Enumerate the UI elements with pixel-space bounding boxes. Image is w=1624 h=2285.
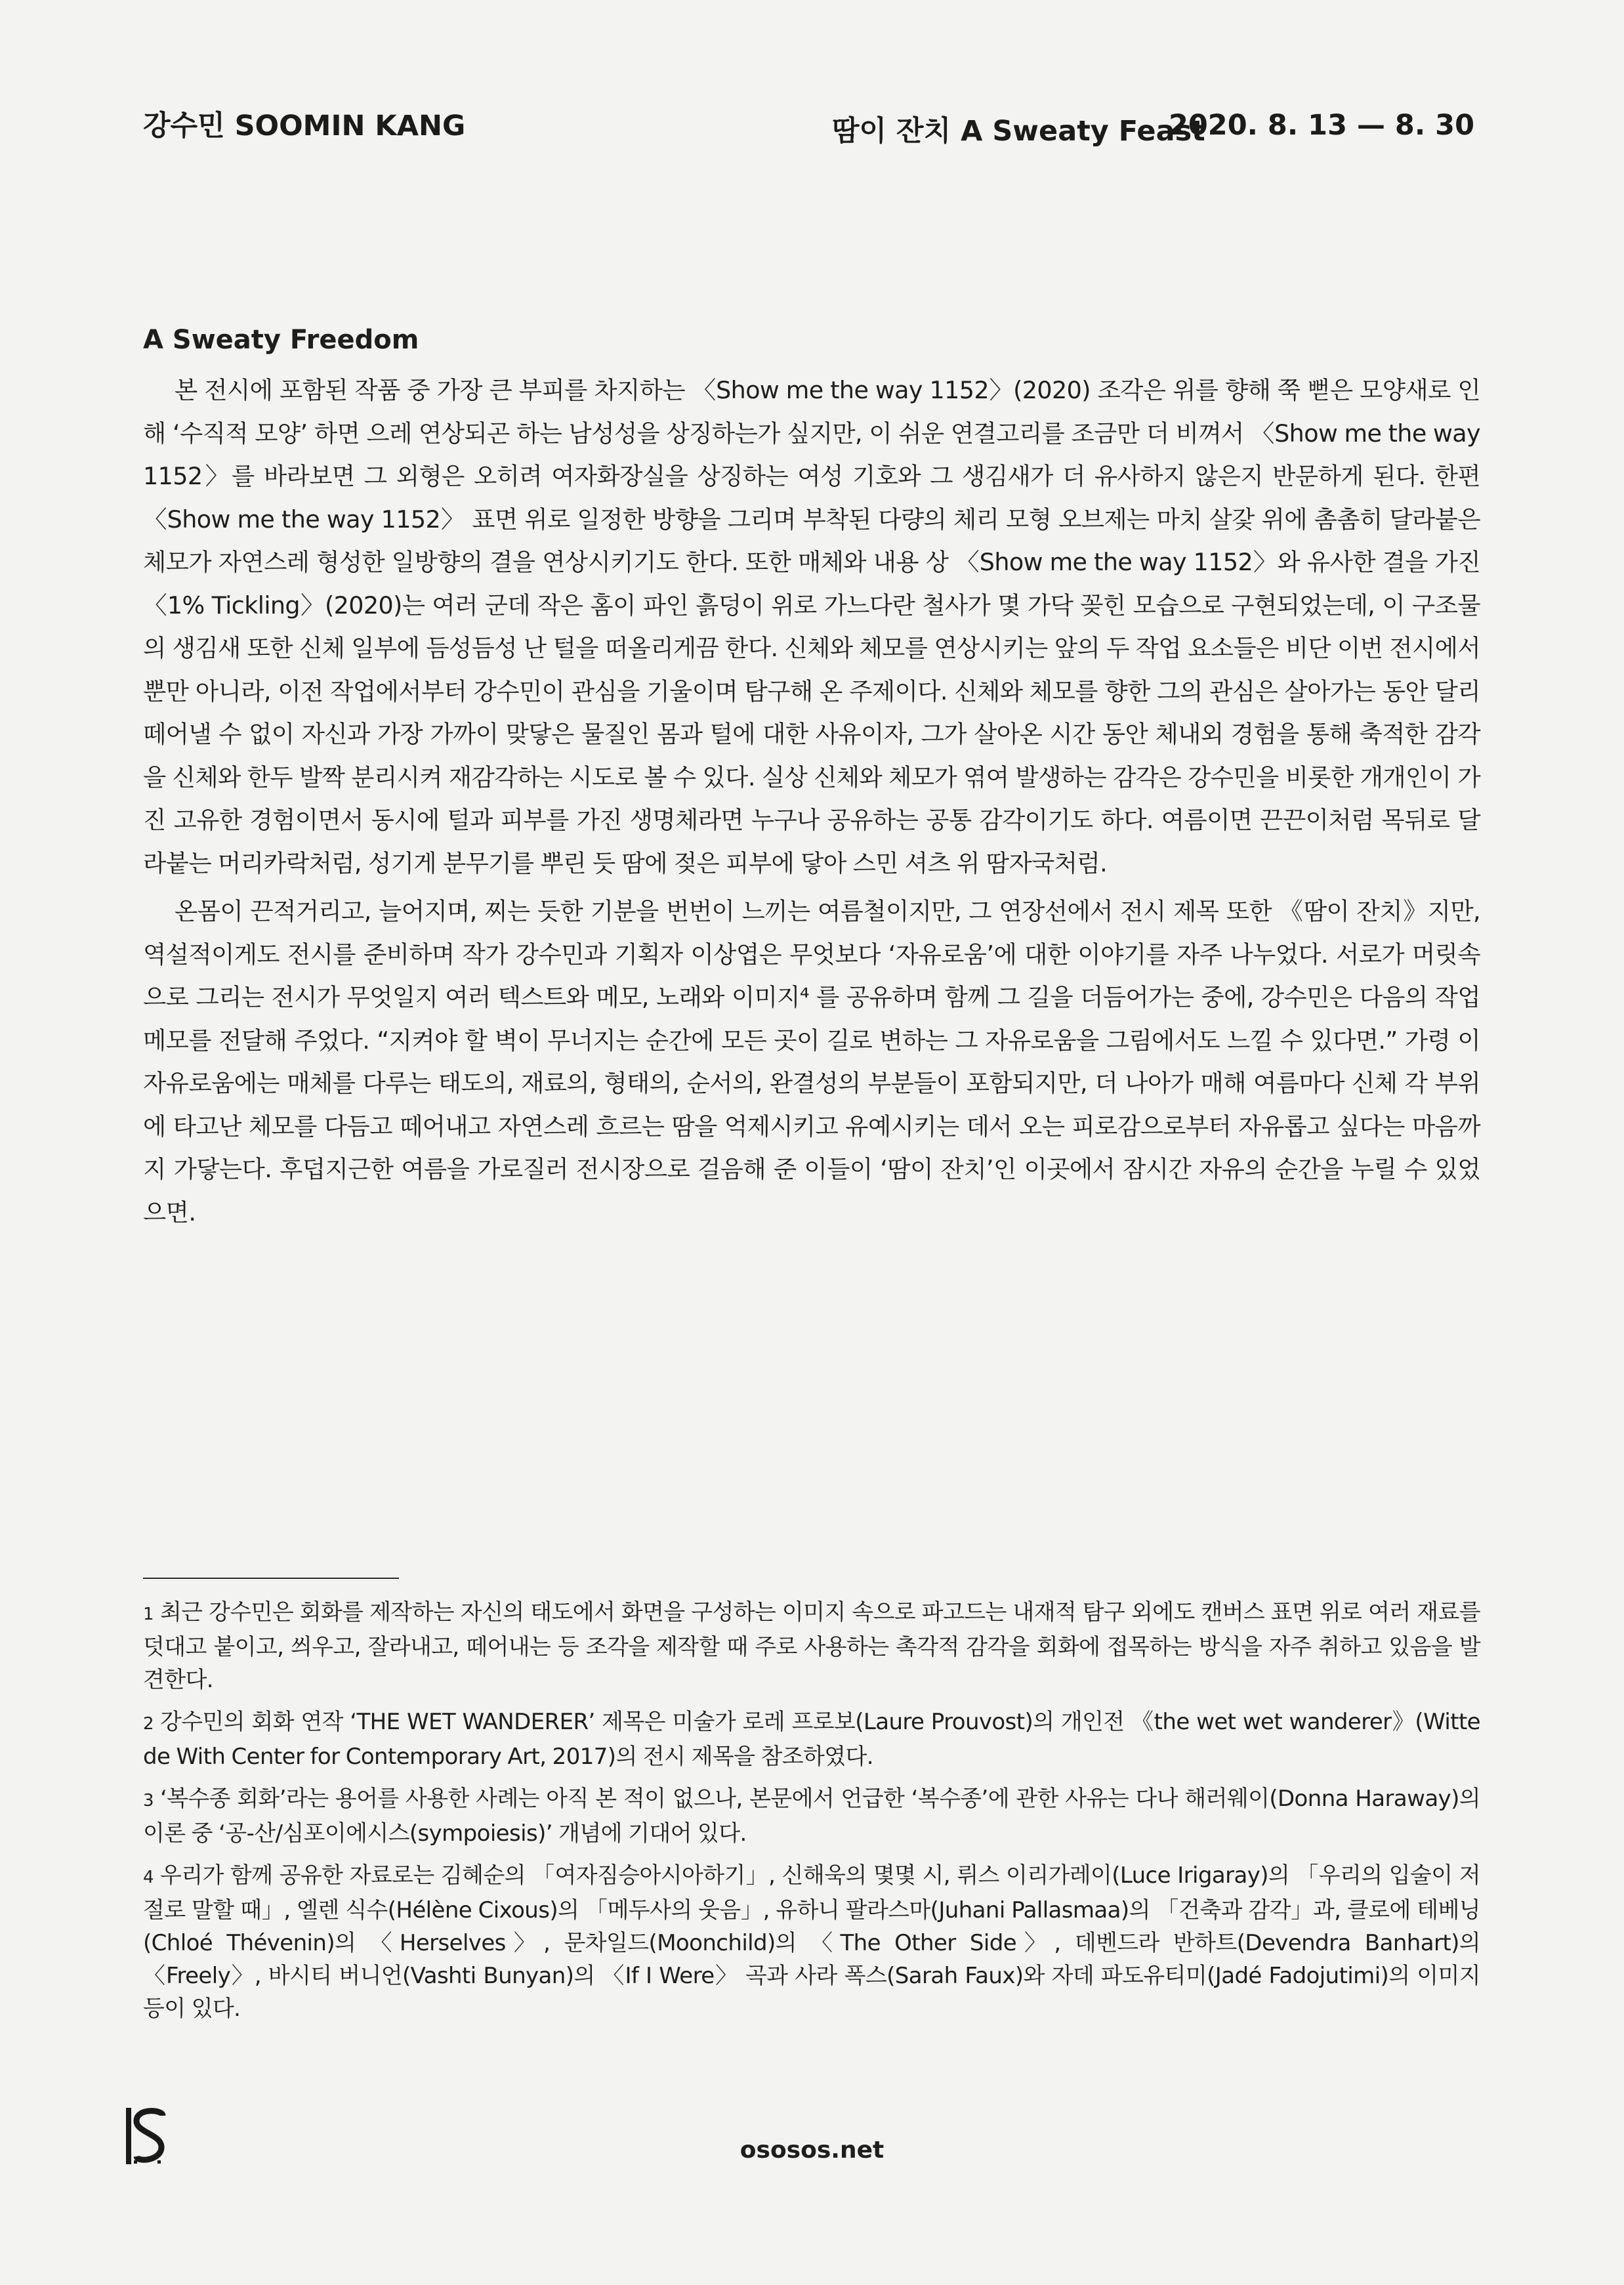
footnote-text: 최근 강수민은 회화를 제작하는 자신의 태도에서 화면을 구성하는 이미지 속으로 파고드는 내재적 탐구 외에도 캔버스 표면 위로 여러 재료를 덧대고 붙이고, 씌우고, 잘라내고, 떼어내는 등 조각을 제작할 때 주로 사용하는 촉각적 감각을 회화에 접목하는 방식을 자주 취하고 있음을 발견한다. xyxy=(143,1599,1480,1693)
footnotes xyxy=(143,1596,1480,2034)
footnote xyxy=(143,1706,1480,1773)
footnote-text: ‘복수종 회화’라는 용어를 사용한 사례는 아직 본 적이 없으나, 본문에서 언급한 ‘복수종’에 관한 사유는 다나 해러웨이(Donna Haraway)의 이론 중 ‘공-산/심포이에시스(sympoiesis)’ 개념에 기대어 있다. xyxy=(143,1786,1480,1847)
artist-name: 강수민 SOOMIN KANG xyxy=(143,110,466,142)
footnote xyxy=(143,1596,1480,1696)
footnote xyxy=(143,1859,1480,2025)
exhibition-title: 땀이 잔치 A Sweaty Feast xyxy=(832,115,1205,148)
paragraph: 본 전시에 포함된 작품 중 가장 큰 부피를 차지하는 〈Show me the way 1152〉(2020) 조각은 위를 향해 쭉 뻗은 모양새로 인해 ‘수직적 모양’ 하면 으레 연상되곤 하는 남성성을 상징하는가 싶지만, 이 쉬운 연결고리를 조금만 더 비껴서 〈Show me the way 1152〉를 바라보면 그 외형은 오히려 여자화장실을 상징하는 여성 기호와 그 생김새가 더 유사하지 않은지 반문하게 된다. 한편 〈Show me the way 1152〉 표면 위로 일정한 방향을 그리며 부착된 다량의 체리 모형 오브제는 마치 살갗 위에 촘촘히 달라붙은 체모가 자연스레 형성한 일방향의 결을 연상시키기도 한다. 또한 매체와 내용 상 〈Show me the way 1152〉와 유사한 결을 가진 〈1% Tickling〉(2020)는 여러 군데 작은 홈이 파인 흙덩이 위로 가느다란 철사가 몇 가닥 꽂힌 모습으로 구현되었는데, 이 구조물의 생김새 또한 신체 일부에 듬성듬성 난 털을 떠올리게끔 한다. 신체와 체모를 연상시키는 앞의 두 작업 요소들은 비단 이번 전시에서뿐만 아니라, 이전 작업에서부터 강수민이 관심을 기울이며 탐구해 온 주제이다. 신체와 체모를 향한 그의 관심은 살아가는 동안 달리 떼어낼 수 없이 자신과 가장 가까이 맞닿은 물질인 몸과 털에 대한 사유이자, 그가 살아온 시간 동안 체내외 경험을 통해 축적한 감각을 신체와 한두 발짝 분리시켜 재감각하는 시도로 볼 수 있다. 실상 신체와 체모가 엮여 발생하는 감각은 강수민을 비롯한 개개인이 가진 고유한 경험이면서 동시에 털과 피부를 가진 생명체라면 누구나 공유하는 공통 감각이기도 하다. 여름이면 끈끈이처럼 목뒤로 달라붙는 머리카락처럼, 성기게 분무기를 뿌린 듯 땀에 젖은 피부에 닿아 스민 셔츠 위 땀자국처럼. xyxy=(143,376,1480,877)
footnote-number: 2 xyxy=(143,1714,154,1734)
page-header xyxy=(143,97,1474,150)
footnote-number: 3 xyxy=(143,1791,154,1811)
footnote-divider xyxy=(143,1578,399,1579)
article-body xyxy=(143,320,1480,1239)
exhibition-dates: 2020. 8. 13 — 8. 30 xyxy=(1168,109,1474,142)
footnote-text: 우리가 함께 공유한 자료로는 김혜순의 「여자짐승아시아하기」, 신해욱의 몇몇 시, 뤼스 이리가레이(Luce Irigaray)의 「우리의 입술이 저절로 말할 때」, 엘렌 식수(Hélène Cixous)의 「메두사의 웃음」, 유하니 팔라스마(Juhani Pallasmaa)의 「건축과 감각」과, 클로에 테베닝(Chloé Thévenin)의 〈Herselves〉, 문차일드(Moonchild)의 〈The Other Side〉, 데벤드라 반하트(Devendra Banhart)의 〈Freely〉, 바시티 버니언(Vashti Bunyan)의 〈If I Were〉 곡과 사라 폭스(Sarah Faux)와 자데 파도유티미(Jadé Fadojutimi)의 이미지 등이 있다. xyxy=(143,1862,1480,2022)
paragraph: 온몸이 끈적거리고, 늘어지며, 찌는 듯한 기분을 번번이 느끼는 여름철이지만, 그 연장선에서 전시 제목 또한 《땀이 잔치》지만, 역설적이게도 전시를 준비하며 작가 강수민과 기획자 이상엽은 무엇보다 ‘자유로움’에 대한 이야기를 자주 나누었다. 서로가 머릿속으로 그리는 전시가 무엇일지 여러 텍스트와 메모, 노래와 이미지⁴ 를 공유하며 함께 그 길을 더듬어가는 중에, 강수민은 다음의 작업 메모를 전달해 주었다. “지켜야 할 벽이 무너지는 순간에 모든 곳이 길로 변하는 그 자유로움을 그림에서도 느낄 수 있다면.” 가령 이 자유로움에는 매체를 다루는 태도의, 재료의, 형태의, 순서의, 완결성의 부분들이 포함되지만, 더 나아가 매해 여름마다 신체 각 부위에 타고난 체모를 다듬고 떼어내고 자연스레 흐르는 땀을 억제시키고 유예시키는 데서 오는 피로감으로부터 자유롭고 싶다는 마음까지 가닿는다. 후덥지근한 여름을 가로질러 전시장으로 걸음해 준 이들이 ‘땀이 잔치’인 이곳에서 잠시간 자유의 순간을 누릴 수 있었으면. xyxy=(143,897,1480,1226)
article-title: A Sweaty Freedom xyxy=(143,325,419,355)
footnote-number: 4 xyxy=(143,1868,154,1887)
footnote xyxy=(143,1782,1480,1850)
site-url: ososos.net xyxy=(739,2137,885,2164)
footnote-text: 강수민의 회화 연작 ‘THE WET WANDERER’ 제목은 미술가 로레 프로보(Laure Prouvost)의 개인전 《the wet wet wanderer》(Witte de With Center for Contemporary Art, 2017)의 전시 제목을 참조하였다. xyxy=(143,1709,1480,1770)
footnote-number: 1 xyxy=(143,1604,154,1624)
